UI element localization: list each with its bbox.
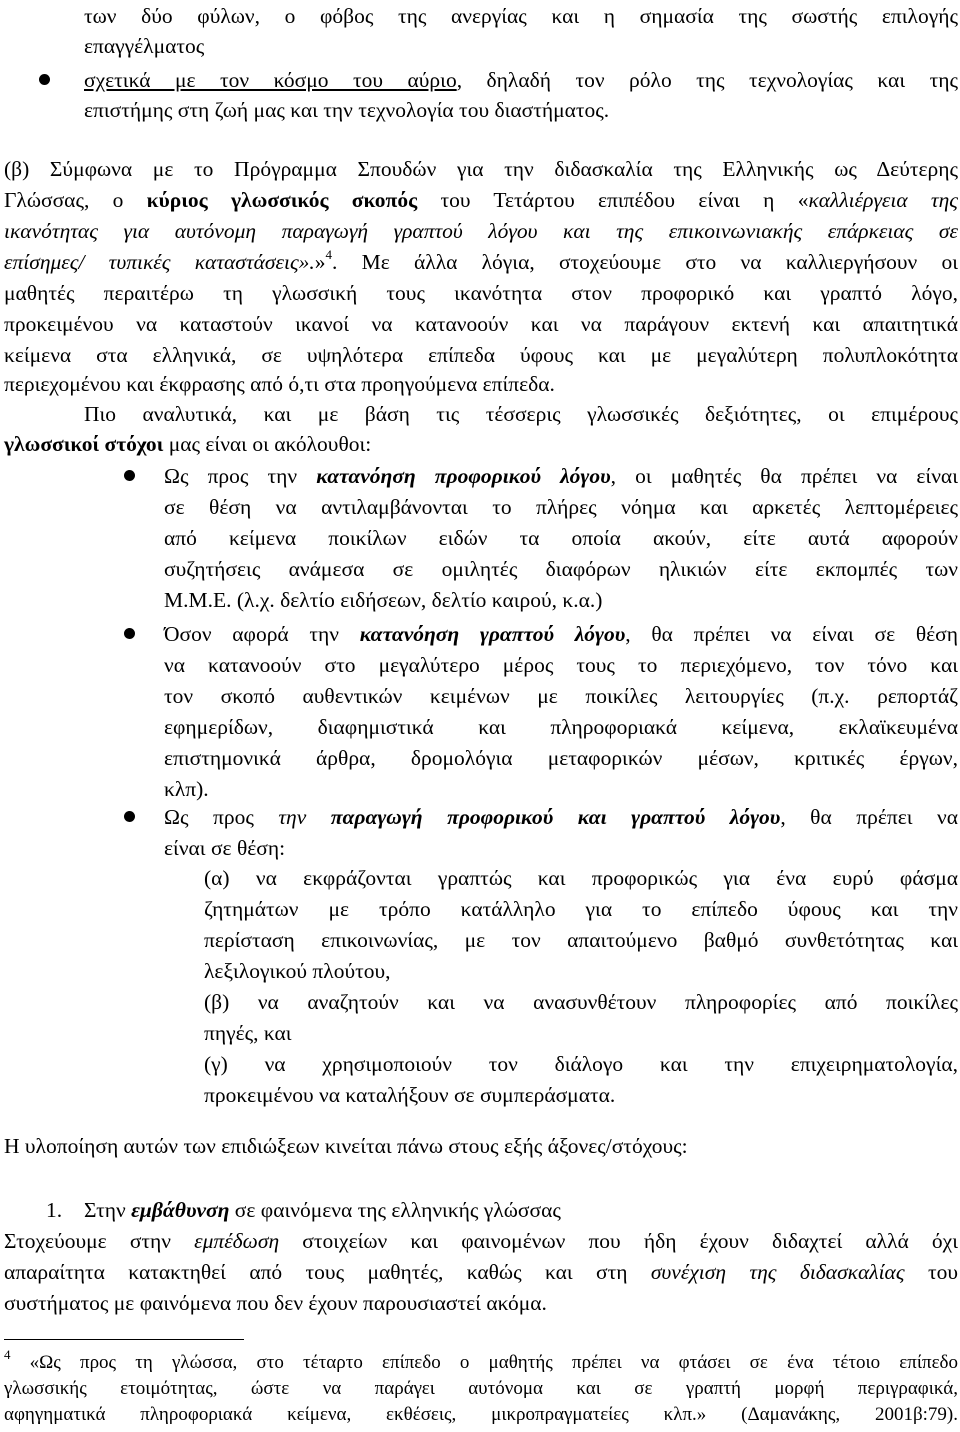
text-span: του Τετάρτου επιπέδου είναι η « bbox=[417, 188, 809, 212]
text-line: προκειμένου να καταστούν ικανοί να κατανοούν και να παράγουν εκτενή και απαιτητικά bbox=[4, 312, 958, 336]
text-span: , θα πρέπει να είναι σε θέση bbox=[625, 622, 958, 646]
goal-line: τον σκοπό αυθεντικών κειμένων με ποικίλες λειτουργίες (π.χ. ρεπορτάζ bbox=[164, 684, 958, 708]
text-line: κείμενα στα ελληνικά, σε υψηλότερα επίπεδα ύφους και με μεγαλύτερη πολυπλοκότητα bbox=[4, 343, 958, 367]
italic-phrase: επίσημες/ τυπικές καταστάσεις». bbox=[4, 250, 315, 274]
text-span: μας είναι οι ακόλουθοι: bbox=[163, 432, 372, 456]
bold-italic-phrase: κατανόηση προφορικού λόγου bbox=[316, 464, 611, 488]
text-span: στοιχείων και φαινομένων που ήδη έχουν διδαχτεί αλλά όχι bbox=[279, 1229, 958, 1253]
text-line bbox=[4, 184, 958, 216]
bullet-item bbox=[84, 64, 958, 96]
text-span: . Με άλλα λόγια, στοχεύουμε στο να καλλιεργήσουν οι bbox=[332, 250, 958, 274]
text-line: επιστήμης στη ζωή μας και την τεχνολογία του διαστήματος. bbox=[84, 98, 610, 122]
goal-line: επιστημονικά άρθρα, δρομολόγια μεταφορικών μέσων, κριτικές έργων, bbox=[164, 746, 958, 770]
text-line: (β) Σύμφωνα με το Πρόγραμμα Σπουδών για την διδασκαλία της Ελληνικής ως Δεύτερης bbox=[4, 157, 958, 181]
bold-italic-phrase: παραγωγή προφορικού και γραπτού λόγου bbox=[330, 805, 781, 829]
goal-line: σε θέση να αντιλαμβάνονται το πλήρες νόημα και αρκετές λεπτομέρειες bbox=[164, 495, 958, 519]
text-line bbox=[4, 428, 371, 460]
sub-goal-line: (β) να αναζητούν και να ανασυνθέτουν πληροφορίες από ποικίλες bbox=[204, 990, 958, 1014]
goal-line: εφημερίδων, διαφημιστικά και πληροφοριακά κείμενα, εκλαϊκευμένα bbox=[164, 715, 958, 739]
text-span: » bbox=[314, 250, 326, 274]
italic-phrase: καλλιέργεια της bbox=[808, 188, 959, 212]
goal-line: είναι σε θέση: bbox=[164, 836, 286, 860]
goal-line bbox=[164, 801, 958, 833]
italic-phrase: συνέχιση της διδασκαλίας bbox=[650, 1260, 905, 1284]
footnote-line: γλωσσικής ετοιμότητας, ώστε να παράγει αυτόνομα και σε γραπτή μορφή περιγραφικά, bbox=[4, 1378, 958, 1399]
footnote-ref[interactable]: 4 bbox=[325, 246, 333, 262]
bullet-icon bbox=[124, 470, 135, 481]
text-line bbox=[4, 246, 958, 278]
numbered-item bbox=[84, 1194, 561, 1226]
text-line: ικανότητας για αυτόνομη παραγωγή γραπτού λόγου και της επικοινωνιακής επάρκειας σε bbox=[4, 219, 958, 243]
sub-goal-line: πηγές, και bbox=[204, 1021, 292, 1045]
list-number: 1. bbox=[46, 1198, 63, 1222]
text-span: , δηλαδή τον ρόλο της τεχνολογίας και της bbox=[456, 68, 958, 92]
text-line bbox=[4, 1256, 958, 1288]
bold-italic-phrase: εμβάθυνση bbox=[131, 1198, 230, 1222]
text-span: σε φαινόμενα της ελληνικής γλώσσας bbox=[229, 1198, 561, 1222]
text-span: Ως προς bbox=[164, 805, 279, 829]
italic-phrase: εμπέδωση bbox=[194, 1229, 280, 1253]
goal-line: από κείμενα ποικίλων ειδών τα οποία ακούν, είτε αυτά αφορούν bbox=[164, 526, 958, 550]
text-line bbox=[4, 1225, 958, 1257]
text-line: συστήματος με φαινόμενα που δεν έχουν παρουσιαστεί ακόμα. bbox=[4, 1291, 547, 1315]
sub-goal-line: (γ) να χρησιμοποιούν τον διάλογο και την επιχειρηματολογία, bbox=[204, 1052, 958, 1076]
text-span: Ως προς την bbox=[164, 464, 317, 488]
sub-goal-line: ζητημάτων με τρόπο κατάλληλο για το επίπεδο ύφους και την bbox=[204, 897, 958, 921]
goal-line bbox=[164, 618, 958, 650]
text-line: μαθητές περαιτέρω τη γλωσσική τους ικανότητα στον προφορικό και γραπτό λόγο, bbox=[4, 281, 958, 305]
bullet-icon bbox=[124, 811, 135, 822]
footnote-line: αφηγηματικά πληροφοριακά κείμενα, εκθέσεις, μικροπραγματείες κλπ.» (Δαμανάκης, 2001β:79). bbox=[4, 1404, 958, 1425]
sub-goal-line: περίσταση επικοινωνίας, με τον απαιτούμενο βαθμό συνθετότητας και bbox=[204, 928, 958, 952]
underlined-phrase: σχετικά με τον κόσμο του αύριο bbox=[84, 68, 457, 92]
sub-goal-line: προκειμένου να καταλήξουν σε συμπεράσματα. bbox=[204, 1083, 616, 1107]
footnote-separator bbox=[4, 1339, 244, 1340]
text-line: των δύο φύλων, ο φόβος της ανεργίας και η σημασία της σωστής επιλογής bbox=[84, 4, 958, 28]
bold-italic-phrase: κατανόηση γραπτού λόγου bbox=[359, 622, 626, 646]
text-line: Πιο αναλυτικά, και με βάση τις τέσσερις γλωσσικές δεξιότητες, οι επιμέρους bbox=[84, 402, 958, 426]
goal-line: συζητήσεις ανάμεσα σε ομιλητές διαφόρων ηλικιών είτε εκπομπές των bbox=[164, 557, 958, 581]
bullet-icon bbox=[39, 74, 50, 85]
footnote-mark: 4 bbox=[4, 1346, 11, 1362]
bold-phrase: κύριος γλωσσικός σκοπός bbox=[146, 188, 418, 212]
bold-phrase: γλωσσικοί στόχοι bbox=[4, 432, 164, 456]
sub-goal-line: (α) να εκφράζονται γραπτώς και προφορικώς για ένα ευρύ φάσμα bbox=[204, 866, 958, 890]
bullet-icon bbox=[124, 628, 135, 639]
goal-line bbox=[164, 460, 958, 492]
text-span: «Ως προς τη γλώσσα, στο τέταρτο επίπεδο ο μαθητής πρέπει να φτάσει σε ένα τέτοιο επίπεδο bbox=[29, 1352, 958, 1373]
text-line: Η υλοποίηση αυτών των επιδιώξεων κινείται πάνω στους εξής άξονες/στόχους: bbox=[4, 1134, 688, 1158]
footnote-line bbox=[4, 1346, 958, 1376]
sub-goal-line: λεξιλογικού πλούτου, bbox=[204, 959, 391, 983]
text-span: Όσον αφορά την bbox=[164, 622, 360, 646]
text-line: επαγγέλματος bbox=[84, 34, 205, 58]
goal-line: κλπ). bbox=[164, 777, 209, 801]
goal-line: Μ.Μ.Ε. (λ.χ. δελτίο ειδήσεων, δελτίο καιρού, κ.α.) bbox=[164, 588, 603, 612]
text-span: Στοχεύουμε στην bbox=[4, 1229, 195, 1253]
text-span: Γλώσσας, ο bbox=[4, 188, 147, 212]
text-span: , θα πρέπει να bbox=[780, 805, 959, 829]
text-span: απαραίτητα κατακτηθεί από τους μαθητές, καθώς και στη bbox=[4, 1260, 651, 1284]
text-span: του bbox=[904, 1260, 958, 1284]
text-span: , οι μαθητές θα πρέπει να είναι bbox=[610, 464, 958, 488]
goal-line: να κατανοούν στο μεγαλύτερο μέρος τους το περιεχόμενο, τον τόνο και bbox=[164, 653, 958, 677]
text-span: Στην bbox=[84, 1198, 132, 1222]
italic-phrase: την bbox=[278, 805, 331, 829]
text-line: περιεχομένου και έκφρασης από ό,τι στα προηγούμενα επίπεδα. bbox=[4, 372, 555, 396]
